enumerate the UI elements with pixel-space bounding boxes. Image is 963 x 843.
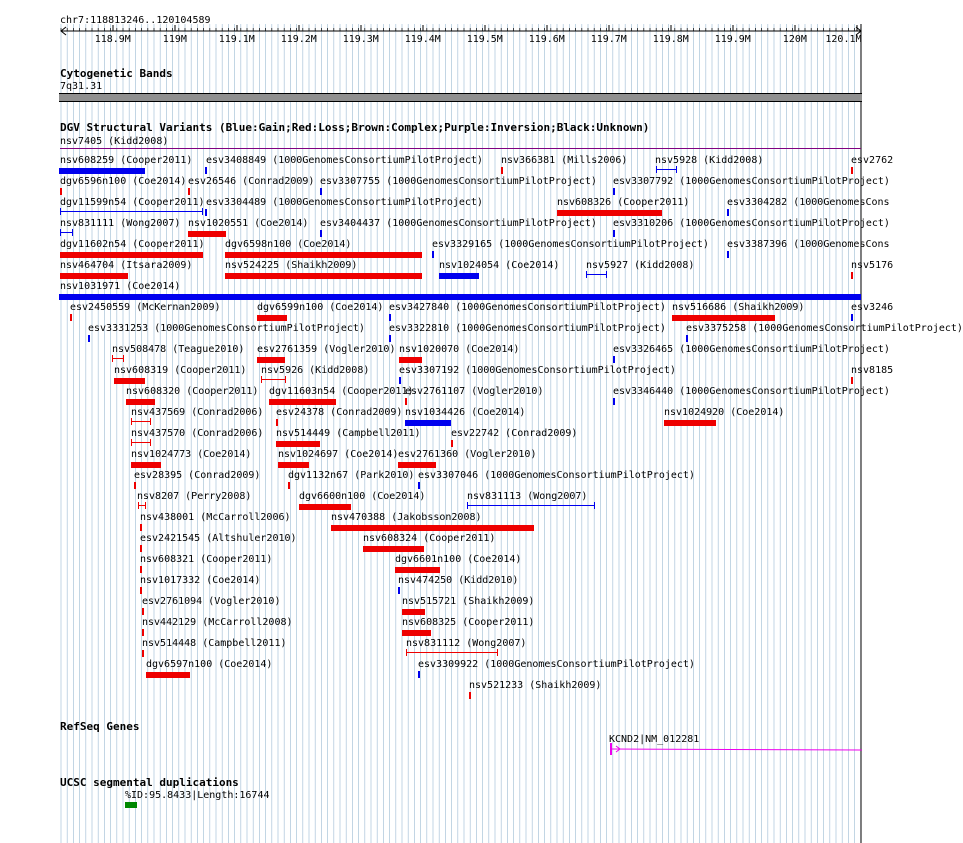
- variant-label[interactable]: esv3329165 (1000GenomesConsortiumPilotProject): [432, 239, 709, 250]
- variant-label[interactable]: esv3346440 (1000GenomesConsortiumPilotProject): [613, 386, 890, 397]
- variant-tick[interactable]: [451, 440, 453, 447]
- variant-span[interactable]: [112, 355, 124, 362]
- variant-label[interactable]: dgv11603n54 (Cooper2011): [269, 386, 414, 397]
- variant-label[interactable]: nsv1031971 (Coe2014): [60, 281, 181, 292]
- variant-tick[interactable]: [288, 482, 290, 489]
- variant-bar[interactable]: [439, 273, 479, 279]
- cytoband-bar[interactable]: [59, 93, 862, 102]
- variant-bar[interactable]: [188, 231, 226, 237]
- variant-label[interactable]: nsv5176: [851, 260, 894, 271]
- gene-feature[interactable]: [600, 740, 870, 760]
- variant-bar[interactable]: [146, 672, 190, 678]
- variant-bar[interactable]: [398, 462, 436, 468]
- variant-label[interactable]: esv3322810 (1000GenomesConsortiumPilotProject): [389, 323, 666, 334]
- variant-tick[interactable]: [727, 209, 729, 216]
- variant-tick[interactable]: [418, 671, 420, 678]
- ruler-tick-label: 119.5M: [466, 34, 503, 45]
- variant-label[interactable]: nsv8185: [851, 365, 894, 376]
- variant-label[interactable]: nsv514449 (Campbell2011): [276, 428, 421, 439]
- variant-bar[interactable]: [405, 420, 451, 426]
- segdup-label: %ID:95.8433|Length:16744: [125, 790, 270, 801]
- variant-bar[interactable]: [278, 462, 309, 468]
- variant-label[interactable]: nsv366381 (Mills2006): [501, 155, 628, 166]
- variant-tick[interactable]: [405, 398, 407, 405]
- variant-label[interactable]: esv2761107 (Vogler2010): [405, 386, 544, 397]
- variant-label[interactable]: esv3387396 (1000GenomesCons: [727, 239, 890, 250]
- variant-span[interactable]: [138, 502, 146, 509]
- variant-bar[interactable]: [664, 420, 716, 426]
- variant-label[interactable]: esv3307192 (1000GenomesConsortiumPilotProject): [399, 365, 676, 376]
- variant-tick[interactable]: [727, 251, 729, 258]
- variant-label[interactable]: esv28395 (Conrad2009): [134, 470, 261, 481]
- variant-label[interactable]: esv2762: [851, 155, 894, 166]
- variant-tick[interactable]: [399, 377, 401, 384]
- variant-bar[interactable]: [299, 504, 351, 510]
- variant-span[interactable]: [406, 649, 498, 656]
- variant-label[interactable]: nsv474250 (Kidd2010): [398, 575, 519, 586]
- ruler-tick-label: 119.2M: [280, 34, 317, 45]
- ruler-tick-label: 120M: [782, 34, 807, 45]
- variant-label[interactable]: dgv11599n54 (Cooper2011): [60, 197, 205, 208]
- variant-label[interactable]: nsv608324 (Cooper2011): [363, 533, 496, 544]
- variant-label[interactable]: nsv831112 (Wong2007): [406, 638, 527, 649]
- variant-label[interactable]: nsv438001 (McCarroll2006): [140, 512, 291, 523]
- variant-tick[interactable]: [88, 335, 90, 342]
- variant-label[interactable]: nsv508478 (Teague2010): [112, 344, 245, 355]
- ruler-tick-label: 119.8M: [652, 34, 689, 45]
- variant-label[interactable]: dgv6596n100 (Coe2014): [60, 176, 187, 187]
- variant-bar[interactable]: [60, 252, 203, 258]
- variant-label[interactable]: nsv514448 (Campbell2011): [142, 638, 287, 649]
- variant-label[interactable]: dgv1132n67 (Park2010): [288, 470, 415, 481]
- variant-tick[interactable]: [389, 314, 391, 321]
- refseq-track-title[interactable]: RefSeq Genes: [60, 720, 140, 733]
- variant-tick[interactable]: [469, 692, 471, 699]
- variant-bar[interactable]: [672, 315, 775, 321]
- variant-tick[interactable]: [70, 314, 72, 321]
- variant-label[interactable]: nsv524225 (Shaikh2009): [225, 260, 358, 271]
- variant-bar[interactable]: [402, 630, 431, 636]
- variant-tick[interactable]: [188, 188, 190, 195]
- variant-label[interactable]: esv2761359 (Vogler2010): [257, 344, 396, 355]
- variant-label[interactable]: nsv831113 (Wong2007): [467, 491, 588, 502]
- variant-tick[interactable]: [142, 608, 144, 615]
- ruler-tick-label: 119M: [162, 34, 187, 45]
- ruler[interactable]: [0, 0, 890, 60]
- variant-tick[interactable]: [320, 188, 322, 195]
- variant-label[interactable]: esv3408849 (1000GenomesConsortiumPilotProject): [206, 155, 483, 166]
- variant-label[interactable]: esv3307792 (1000GenomesConsortiumPilotProject): [613, 176, 890, 187]
- variant-label[interactable]: dgv6597n100 (Coe2014): [146, 659, 273, 670]
- variant-label[interactable]: esv3427840 (1000GenomesConsortiumPilotProject): [389, 302, 666, 313]
- variant-span[interactable]: [60, 229, 73, 236]
- variant-tick[interactable]: [501, 167, 503, 174]
- ruler-tick-label: 119.3M: [342, 34, 379, 45]
- variant-bar[interactable]: [114, 378, 145, 384]
- variant-label[interactable]: nsv1024920 (Coe2014): [664, 407, 785, 418]
- ruler-tick-label: 120.1M: [825, 34, 862, 45]
- variant-tick[interactable]: [205, 209, 207, 216]
- variant-tick[interactable]: [851, 314, 853, 321]
- variant-bar[interactable]: [60, 273, 128, 279]
- variant-bar[interactable]: [225, 273, 422, 279]
- variant-label[interactable]: nsv437570 (Conrad2006): [131, 428, 264, 439]
- variant-bar[interactable]: [269, 399, 336, 405]
- variant-label[interactable]: nsv515721 (Shaikh2009): [402, 596, 535, 607]
- variant-label[interactable]: esv3304489 (1000GenomesConsortiumPilotProject): [206, 197, 483, 208]
- cytoband-track-title[interactable]: Cytogenetic Bands: [60, 67, 173, 80]
- variant-label[interactable]: dgv11602n54 (Cooper2011): [60, 239, 205, 250]
- variant-label[interactable]: nsv464704 (Itsara2009): [60, 260, 193, 271]
- variant-label[interactable]: nsv1017332 (Coe2014): [140, 575, 261, 586]
- variant-bar[interactable]: [363, 546, 424, 552]
- variant-label[interactable]: nsv7405 (Kidd2008): [60, 136, 169, 147]
- variant-label[interactable]: nsv1020551 (Coe2014): [188, 218, 309, 229]
- variant-label[interactable]: nsv5926 (Kidd2008): [261, 365, 370, 376]
- variant-tick[interactable]: [613, 398, 615, 405]
- variant-bar[interactable]: [276, 441, 320, 447]
- variant-label[interactable]: nsv5927 (Kidd2008): [586, 260, 695, 271]
- variant-label[interactable]: dgv6600n100 (Coe2014): [299, 491, 426, 502]
- dgv-track-title[interactable]: DGV Structural Variants (Blue:Gain;Red:Loss;Brown:Complex;Purple:Inversion;Black:Unknown): [60, 121, 650, 134]
- variant-tick[interactable]: [389, 335, 391, 342]
- variant-bar[interactable]: [59, 168, 145, 174]
- variant-tick[interactable]: [142, 650, 144, 657]
- ruler-tick-label: 119.1M: [218, 34, 255, 45]
- variant-label[interactable]: nsv608319 (Cooper2011): [114, 365, 247, 376]
- variant-tick[interactable]: [851, 272, 853, 279]
- variant-tick[interactable]: [140, 587, 142, 594]
- variant-label[interactable]: esv3246: [851, 302, 894, 313]
- variant-tick[interactable]: [851, 377, 853, 384]
- variant-label[interactable]: esv3304282 (1000GenomesCons: [727, 197, 890, 208]
- variant-label[interactable]: esv24378 (Conrad2009): [276, 407, 403, 418]
- variant-span[interactable]: [467, 502, 595, 509]
- variant-tick[interactable]: [60, 188, 62, 195]
- variant-bar[interactable]: [257, 315, 287, 321]
- variant-tick[interactable]: [142, 629, 144, 636]
- variant-label[interactable]: nsv470388 (Jakobsson2008): [331, 512, 482, 523]
- variant-bar[interactable]: [225, 252, 422, 258]
- variant-tick[interactable]: [686, 335, 688, 342]
- variant-label[interactable]: esv2421545 (Altshuler2010): [140, 533, 297, 544]
- variant-tick[interactable]: [134, 482, 136, 489]
- cytoband-label: 7q31.31: [60, 81, 103, 92]
- variant-label[interactable]: nsv1034426 (Coe2014): [405, 407, 526, 418]
- variant-label[interactable]: esv2761360 (Vogler2010): [398, 449, 537, 460]
- variant-label[interactable]: esv3326465 (1000GenomesConsortiumPilotProject): [613, 344, 890, 355]
- variant-label[interactable]: esv3404437 (1000GenomesConsortiumPilotProject): [320, 218, 597, 229]
- variant-tick[interactable]: [613, 230, 615, 237]
- variant-tick[interactable]: [140, 524, 142, 531]
- variant-label[interactable]: esv2761094 (Vogler2010): [142, 596, 281, 607]
- variant-bar[interactable]: [331, 525, 534, 531]
- variant-bar[interactable]: [131, 462, 161, 468]
- variant-span[interactable]: [586, 271, 607, 278]
- variant-label[interactable]: nsv1024773 (Coe2014): [131, 449, 252, 460]
- variant-line[interactable]: [60, 148, 861, 149]
- variant-tick[interactable]: [398, 587, 400, 594]
- variant-label[interactable]: nsv608321 (Cooper2011): [140, 554, 273, 565]
- segdup-feature[interactable]: [125, 802, 137, 808]
- variant-label[interactable]: esv22742 (Conrad2009): [451, 428, 578, 439]
- ruler-tick-label: 119.9M: [714, 34, 751, 45]
- variant-label[interactable]: esv26546 (Conrad2009): [188, 176, 315, 187]
- variant-label[interactable]: esv3309922 (1000GenomesConsortiumPilotProject): [418, 659, 695, 670]
- variant-label[interactable]: nsv608259 (Cooper2011): [60, 155, 193, 166]
- variant-bar[interactable]: [395, 567, 440, 573]
- variant-tick[interactable]: [418, 482, 420, 489]
- variant-tick[interactable]: [140, 545, 142, 552]
- variant-label[interactable]: nsv8207 (Perry2008): [137, 491, 252, 502]
- variant-bar[interactable]: [59, 294, 861, 300]
- variant-span[interactable]: [656, 166, 677, 173]
- variant-label[interactable]: nsv437569 (Conrad2006): [131, 407, 264, 418]
- variant-label[interactable]: nsv1024054 (Coe2014): [439, 260, 560, 271]
- variant-label[interactable]: esv2450559 (McKernan2009): [70, 302, 221, 313]
- ruler-tick-label: 119.4M: [404, 34, 441, 45]
- variant-label[interactable]: nsv608326 (Cooper2011): [557, 197, 690, 208]
- variant-tick[interactable]: [851, 167, 853, 174]
- variant-label[interactable]: nsv442129 (McCarroll2008): [142, 617, 293, 628]
- variant-tick[interactable]: [320, 230, 322, 237]
- variant-bar[interactable]: [257, 357, 285, 363]
- variant-tick[interactable]: [140, 566, 142, 573]
- variant-tick[interactable]: [432, 251, 434, 258]
- variant-label[interactable]: dgv6601n100 (Coe2014): [395, 554, 522, 565]
- variant-label[interactable]: esv3307755 (1000GenomesConsortiumPilotProject): [320, 176, 597, 187]
- segdup-track-title[interactable]: UCSC segmental duplications: [60, 776, 239, 789]
- variant-label[interactable]: nsv608320 (Cooper2011): [126, 386, 259, 397]
- variant-span[interactable]: [131, 439, 151, 446]
- variant-label[interactable]: nsv608325 (Cooper2011): [402, 617, 535, 628]
- variant-span[interactable]: [60, 208, 203, 215]
- variant-span[interactable]: [131, 418, 151, 425]
- variant-span[interactable]: [261, 376, 286, 383]
- variant-tick[interactable]: [276, 419, 278, 426]
- variant-bar[interactable]: [126, 399, 155, 405]
- variant-label[interactable]: nsv831111 (Wong2007): [60, 218, 181, 229]
- region-label: chr7:118813246..120104589: [60, 15, 211, 26]
- variant-tick[interactable]: [613, 188, 615, 195]
- ruler-tick-label: 119.7M: [590, 34, 627, 45]
- gene-label[interactable]: KCND2|NM_012281: [609, 734, 700, 745]
- variant-label[interactable]: nsv1020070 (Coe2014): [399, 344, 520, 355]
- variant-bar[interactable]: [557, 210, 662, 216]
- variant-label[interactable]: nsv5928 (Kidd2008): [655, 155, 764, 166]
- variant-label[interactable]: nsv516686 (Shaikh2009): [672, 302, 805, 313]
- variant-label[interactable]: nsv1024697 (Coe2014): [278, 449, 399, 460]
- variant-bar[interactable]: [402, 609, 425, 615]
- ruler-tick-label: 119.6M: [528, 34, 565, 45]
- ruler-tick-label: 118.9M: [94, 34, 131, 45]
- variant-bar[interactable]: [399, 357, 422, 363]
- variant-label[interactable]: esv3375258 (1000GenomesConsortiumPilotProject): [686, 323, 963, 334]
- variant-label[interactable]: dgv6599n100 (Coe2014): [257, 302, 384, 313]
- variant-label[interactable]: dgv6598n100 (Coe2014): [225, 239, 352, 250]
- variant-tick[interactable]: [205, 167, 207, 174]
- variant-label[interactable]: nsv521233 (Shaikh2009): [469, 680, 602, 691]
- variant-label[interactable]: esv3331253 (1000GenomesConsortiumPilotProject): [88, 323, 365, 334]
- variant-tick[interactable]: [613, 356, 615, 363]
- variant-label[interactable]: esv3307046 (1000GenomesConsortiumPilotProject): [418, 470, 695, 481]
- variant-label[interactable]: esv3310206 (1000GenomesConsortiumPilotProject): [613, 218, 890, 229]
